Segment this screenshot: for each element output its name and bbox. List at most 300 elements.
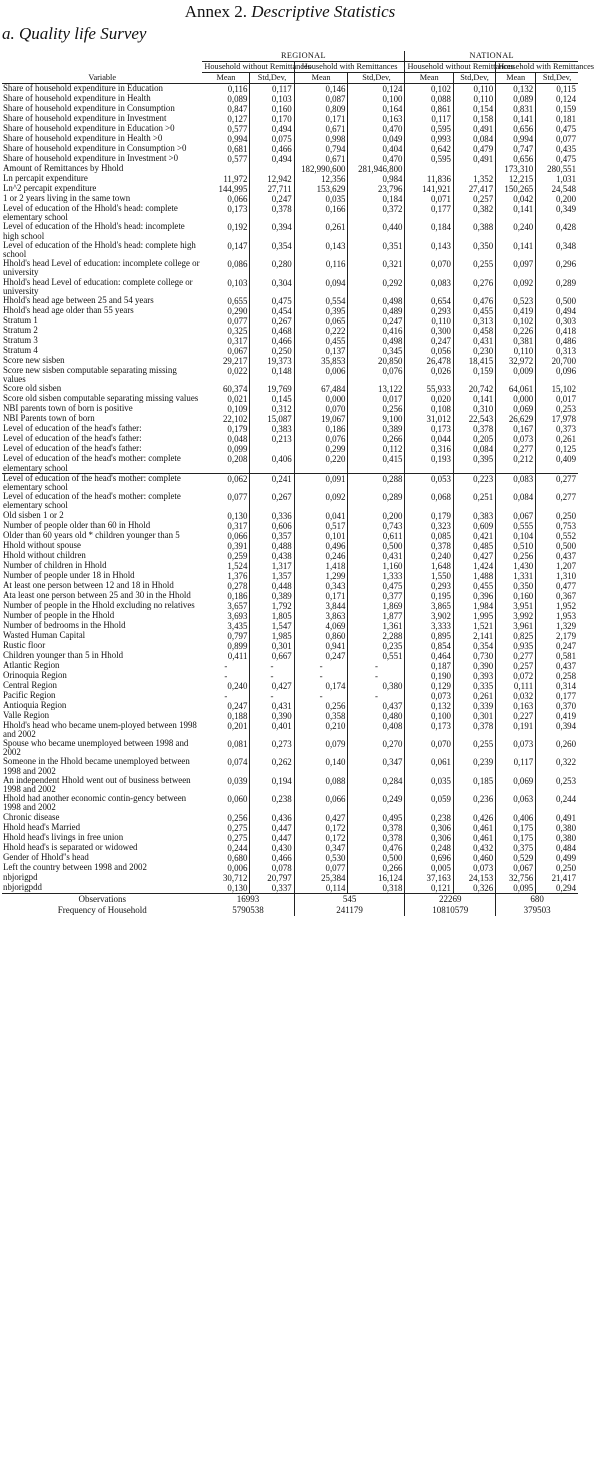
std-header: Std,Dev, (250, 73, 294, 84)
mean-cell: 22,102 (202, 414, 249, 424)
mean-cell: 0,247 (405, 336, 454, 346)
std-cell: 0,479 (453, 144, 495, 154)
std-cell: 0,304 (250, 278, 294, 296)
std-cell: 0,017 (556, 394, 576, 405)
table-row (2, 326, 578, 336)
mean-cell: 0,077 (202, 316, 249, 326)
std-cell: 0,378 (348, 823, 405, 833)
std-cell: 0,125 (556, 444, 576, 455)
variable-label: nbjorigpdd (3, 881, 42, 892)
std-cell: 0,500 (348, 853, 405, 863)
std-cell: 0,378 (250, 204, 294, 222)
mean-cell: 0,747 (496, 144, 536, 154)
variable-label: Level of education of the Hhold's head: complete elementary school (3, 203, 178, 223)
mean-cell: 0,044 (405, 434, 454, 444)
mean-cell: 0,102 (405, 84, 454, 95)
std-cell: 0,447 (250, 833, 294, 843)
mean-cell: 0,132 (496, 84, 536, 95)
std-cell: 0,380 (556, 822, 576, 833)
std-cell (453, 164, 495, 174)
std-cell: 0,289 (348, 492, 405, 510)
mean-cell: 0,530 (294, 853, 348, 863)
header-row-columns (2, 73, 578, 84)
std-cell: 0,466 (250, 336, 294, 346)
mean-cell: 0,381 (496, 336, 536, 346)
std-cell: 0,250 (250, 346, 294, 356)
std-cell: 0,181 (556, 114, 576, 124)
std-header: Std,Dev, (348, 73, 405, 84)
variable-label: Share of household expenditure in Education (3, 83, 163, 93)
mean-cell: 0,056 (405, 346, 454, 356)
std-cell: 0,495 (348, 813, 405, 823)
std-cell: 0,078 (250, 863, 294, 873)
std-cell: 0,284 (348, 776, 405, 794)
mean-cell: 0,464 (405, 651, 454, 661)
mean-cell: 0,116 (294, 259, 348, 277)
footer-value: 680 (496, 893, 578, 905)
mean-cell: 0,299 (294, 444, 348, 454)
mean-cell: 0,062 (202, 473, 249, 492)
mean-cell: 0,070 (405, 259, 454, 277)
table-row (2, 776, 578, 794)
mean-cell: 0,642 (405, 144, 454, 154)
mean-cell: 0,072 (496, 671, 536, 681)
variable-label: Hhold's head Level of education: complete college or university (3, 276, 193, 296)
std-cell (250, 444, 294, 454)
mean-cell: 32,756 (496, 873, 536, 883)
table-row (2, 651, 578, 661)
mean-cell: 0,188 (202, 711, 249, 721)
variable-label: Share of household expenditure in Investment (3, 113, 167, 123)
mean-cell: 64,061 (496, 384, 536, 394)
std-cell: 0,073 (453, 863, 495, 873)
mean-cell: 0,035 (294, 194, 348, 204)
mean-cell: 19,067 (294, 414, 348, 424)
mean-cell: 26,629 (496, 414, 536, 424)
mean-cell: 0,347 (294, 843, 348, 853)
std-cell: 0,253 (556, 404, 576, 415)
std-cell: 0,498 (348, 336, 405, 346)
std-cell: - (250, 671, 294, 681)
mean-cell: 0,358 (294, 711, 348, 721)
std-cell: 0,460 (453, 853, 495, 863)
mean-cell: 0,083 (496, 473, 536, 492)
mean-cell: 0,696 (405, 853, 454, 863)
mean-cell: 0,375 (496, 843, 536, 853)
std-cell: 0,049 (348, 134, 405, 144)
std-cell: 0,753 (556, 520, 576, 531)
std-cell: 1,984 (453, 601, 495, 611)
std-cell: 0,455 (453, 306, 495, 316)
mean-cell: 0,099 (202, 444, 249, 454)
std-cell: 0,200 (556, 194, 576, 204)
mean-cell: 3,992 (496, 611, 536, 621)
std-cell: 0,394 (556, 720, 576, 731)
std-cell: 0,158 (453, 114, 495, 124)
mean-cell: 144,995 (202, 184, 249, 194)
mean-cell: 1,430 (496, 561, 536, 571)
std-cell: - (348, 671, 405, 681)
std-cell: 0,194 (250, 776, 294, 794)
mean-cell: 0,091 (294, 473, 348, 492)
variable-label: Number of children in Hhold (3, 559, 107, 570)
std-cell: 0,382 (453, 204, 495, 222)
mean-cell: 0,081 (202, 739, 249, 757)
std-cell: 0,294 (556, 882, 576, 893)
header-row-groups (2, 62, 578, 73)
std-cell: 0,096 (556, 366, 576, 377)
std-cell: 0,984 (348, 174, 405, 184)
mean-header: Mean (202, 73, 249, 84)
mean-cell: 0,172 (294, 823, 348, 833)
std-cell: 0,380 (556, 832, 576, 843)
mean-cell: 0,110 (496, 346, 536, 356)
std-cell: 0,500 (348, 541, 405, 551)
std-cell: 1,521 (453, 621, 495, 631)
mean-cell: 0,074 (202, 757, 249, 775)
mean-cell: 0,681 (202, 144, 249, 154)
std-cell: 0,447 (250, 823, 294, 833)
mean-cell: 0,187 (405, 661, 454, 671)
mean-cell: 0,797 (202, 631, 249, 641)
std-cell: 0,277 (556, 473, 576, 484)
mean-cell: 0,175 (496, 823, 536, 833)
variable-label: Hhold head's is separated or widowed (3, 841, 138, 852)
mean-cell: 0,510 (496, 541, 536, 551)
mean-cell: 0,026 (405, 366, 454, 384)
mean-cell: 0,073 (496, 434, 536, 444)
mean-cell: 0,831 (496, 104, 536, 114)
std-cell: 0,349 (556, 204, 576, 214)
std-cell: 0,184 (348, 194, 405, 204)
variable-label: NBI parents town of born is positive (3, 403, 133, 414)
std-cell: 0,321 (348, 259, 405, 277)
mean-cell: 0,201 (202, 721, 249, 739)
mean-cell: 0,854 (405, 641, 454, 651)
footer-value: 379503 (523, 904, 551, 915)
mean-cell: 0,529 (496, 853, 536, 863)
mean-cell: 0,079 (294, 739, 348, 757)
mean-cell: 0,066 (294, 794, 348, 812)
variable-label: Gender of Hhold''s head (3, 851, 89, 862)
std-cell: 0,394 (250, 222, 294, 240)
std-cell: 0,372 (348, 204, 405, 222)
mean-cell: 0,141 (496, 204, 536, 222)
std-cell: 0,428 (556, 222, 576, 233)
std-cell: - (348, 691, 405, 701)
std-cell: 0,163 (348, 114, 405, 124)
std-cell: 0,313 (453, 316, 495, 326)
std-cell: 24,153 (453, 873, 495, 883)
group-header: Household without Remittances (204, 62, 311, 71)
group-header: Household with Remittances (294, 62, 405, 73)
mean-cell: 0,009 (496, 366, 536, 384)
mean-cell: 0,227 (496, 711, 536, 721)
mean-cell: 30,712 (202, 873, 249, 883)
std-cell: 0,239 (453, 757, 495, 775)
mean-cell: 0,208 (202, 454, 249, 473)
mean-cell: 0,998 (294, 134, 348, 144)
variable-label: Level of education of the head's father: (3, 423, 142, 434)
mean-cell: 0,092 (496, 278, 536, 296)
std-cell: 0,257 (453, 194, 495, 204)
mean-cell: 0,523 (496, 296, 536, 306)
std-cell: 0,251 (453, 492, 495, 510)
mean-cell: 0,179 (202, 424, 249, 434)
mean-cell: 3,333 (405, 621, 454, 631)
std-cell: 0,609 (453, 521, 495, 531)
variable-label: Spouse who became unemployed between 1998 and 2002 (3, 738, 189, 758)
std-cell: 0,581 (556, 650, 576, 661)
mean-cell: 0,146 (294, 84, 348, 95)
std-cell: 0,437 (348, 701, 405, 711)
mean-cell: 0,174 (294, 681, 348, 691)
mean-cell: 0,191 (496, 721, 536, 739)
variable-label: Share of household expenditure in Consumption >0 (3, 143, 187, 153)
std-cell: 0,466 (250, 144, 294, 154)
mean-cell: 0,247 (202, 701, 249, 711)
std-cell: 1,792 (250, 601, 294, 611)
mean-cell: 0,143 (405, 241, 454, 259)
table-row (2, 366, 578, 384)
std-cell: 0,273 (250, 739, 294, 757)
mean-cell: 55,933 (405, 384, 454, 394)
std-cell: 1,869 (348, 601, 405, 611)
std-cell (250, 164, 294, 174)
mean-cell: 1,550 (405, 571, 454, 581)
mean-cell: 0,406 (496, 813, 536, 823)
mean-cell: 0,172 (294, 833, 348, 843)
descriptive-statistics-table (2, 51, 594, 916)
mean-cell: 0,656 (496, 154, 536, 164)
mean-cell: 0,116 (202, 84, 249, 95)
mean-cell: 11,972 (202, 174, 249, 184)
std-cell: 23,796 (348, 184, 405, 194)
mean-cell: 0,240 (405, 551, 454, 561)
std-cell: 0,084 (453, 134, 495, 144)
mean-cell: 0,186 (294, 424, 348, 434)
variable-label: Someone in the Hhold became unemployed between 1998 and 2002 (3, 756, 190, 776)
table-row (2, 531, 578, 541)
variable-label: Share of household expenditure in Health >0 (3, 133, 163, 143)
std-cell: 0,448 (250, 581, 294, 591)
std-cell: 0,312 (250, 404, 294, 414)
variable-label: Antioquia Region (3, 699, 67, 710)
mean-cell: 1,418 (294, 561, 348, 571)
mean-cell: 0,496 (294, 541, 348, 551)
std-cell: 0,475 (250, 296, 294, 306)
variable-label: Hhold's head Level of education: incomplete college or university (3, 258, 200, 278)
std-cell: 0,110 (453, 94, 495, 104)
std-cell: 0,267 (250, 492, 294, 510)
std-cell: 0,288 (348, 473, 405, 492)
mean-cell: 0,087 (294, 94, 348, 104)
std-cell: 0,247 (348, 316, 405, 326)
mean-cell: 0,121 (405, 883, 454, 894)
mean-cell: 0,109 (202, 404, 249, 414)
std-cell: 0,378 (453, 424, 495, 434)
std-cell: 0,241 (250, 473, 294, 492)
std-cell: 0,213 (250, 434, 294, 444)
std-cell: 0,431 (453, 336, 495, 346)
variable-label: 1 or 2 years living in the same town (3, 193, 131, 203)
std-cell: 19,373 (250, 356, 294, 366)
mean-cell: 0,244 (202, 843, 249, 853)
mean-cell: 0,021 (202, 394, 249, 404)
mean-cell: 0,175 (496, 833, 536, 843)
mean-cell: 0,067 (496, 863, 536, 873)
mean-cell: 0,278 (202, 581, 249, 591)
std-cell: 0,164 (348, 104, 405, 114)
mean-cell: 0,110 (405, 316, 454, 326)
mean-cell: 0,114 (294, 883, 348, 894)
std-cell: 0,436 (250, 813, 294, 823)
std-cell: 0,205 (453, 434, 495, 444)
variable-label: Ln^2 percapit expenditure (3, 183, 97, 193)
std-cell: 0,730 (453, 651, 495, 661)
mean-cell: 1,648 (405, 561, 454, 571)
std-cell: 0,303 (556, 316, 576, 327)
mean-cell: 0,177 (405, 204, 454, 222)
footer-value: 16993 (202, 893, 294, 905)
std-cell: 9,100 (348, 414, 405, 424)
std-cell: 0,238 (250, 794, 294, 812)
std-cell: 0,435 (556, 144, 576, 154)
variable-label: Rustic floor (3, 639, 46, 650)
std-cell: 22,543 (453, 414, 495, 424)
table-row (2, 691, 578, 701)
table-row (2, 631, 578, 641)
variable-label: Stratum 3 (3, 335, 38, 346)
std-cell: 21,417 (551, 872, 576, 883)
mean-cell: 0,032 (496, 691, 536, 701)
mean-cell: 0,173 (405, 424, 454, 434)
std-cell: 1,805 (250, 611, 294, 621)
mean-cell: 141,921 (405, 184, 454, 194)
header-row-region (2, 51, 578, 62)
std-cell: 0,270 (348, 739, 405, 757)
std-cell: 0,244 (556, 794, 576, 805)
mean-cell: 0,190 (405, 671, 454, 681)
std-cell: 0,077 (556, 134, 576, 144)
std-cell: 0,110 (453, 84, 495, 95)
std-cell: 0,247 (250, 194, 294, 204)
mean-cell: 0,065 (294, 316, 348, 326)
std-cell: 0,230 (453, 346, 495, 356)
std-cell: 0,458 (453, 326, 495, 336)
std-cell: 0,432 (453, 843, 495, 853)
mean-cell: 0,277 (496, 444, 536, 454)
std-cell: 0,389 (250, 591, 294, 601)
mean-cell: 0,060 (202, 794, 249, 812)
std-cell: 0,159 (556, 104, 576, 114)
std-cell: 1,361 (348, 621, 405, 631)
std-cell: 0,494 (556, 306, 576, 317)
mean-cell: 0,042 (496, 194, 536, 204)
mean-cell: 0,166 (294, 204, 348, 222)
std-cell: 0,437 (556, 660, 576, 671)
mean-cell: 0,257 (496, 661, 536, 671)
std-cell: 1,357 (250, 571, 294, 581)
mean-cell: 0,186 (202, 591, 249, 601)
std-cell: 0,438 (250, 551, 294, 561)
table-row (2, 863, 578, 873)
mean-cell (202, 164, 249, 174)
std-cell: 0,489 (348, 306, 405, 316)
table-row (2, 164, 578, 174)
std-cell: 0,235 (348, 641, 405, 651)
mean-cell: 0,247 (294, 651, 348, 661)
variable-label: Level of education of the Hhold's head: complete high school (3, 239, 196, 260)
variable-label: Level of education of the head's mother: complete elementary school (2, 454, 202, 473)
mean-cell: 0,899 (202, 641, 249, 651)
mean-cell: 0,000 (496, 394, 536, 404)
variable-label: Score old sisben computable separating missing values (3, 393, 199, 404)
std-cell: 0,373 (556, 424, 576, 435)
std-cell: - (348, 661, 405, 671)
std-cell: 0,427 (453, 551, 495, 561)
mean-cell: - (202, 671, 249, 681)
variable-label: Ln percapit expenditure (3, 173, 88, 183)
std-cell: 0,075 (250, 134, 294, 144)
std-cell: 0,388 (453, 222, 495, 240)
mean-cell: 0,455 (294, 336, 348, 346)
table-row (2, 259, 578, 277)
table-row (2, 204, 578, 222)
mean-cell: 0,160 (496, 591, 536, 601)
mean-cell: 0,275 (202, 833, 249, 843)
std-cell: 0,484 (556, 842, 576, 853)
table-row (2, 306, 578, 316)
variable-label: NBI Parents town of born (3, 413, 95, 424)
std-cell: 1,317 (250, 561, 294, 571)
std-cell: 0,498 (348, 296, 405, 306)
mean-cell: 0,275 (202, 823, 249, 833)
std-cell: 0,431 (348, 551, 405, 561)
std-cell: 0,354 (250, 241, 294, 259)
variable-label: Stratum 1 (3, 315, 38, 326)
table-row (2, 681, 578, 691)
mean-cell: 0,555 (496, 521, 536, 531)
mean-cell: - (202, 661, 249, 671)
variable-label: Hhold without children (3, 549, 86, 560)
std-cell: 0,393 (453, 671, 495, 681)
mean-cell: 0,350 (496, 581, 536, 591)
variable-label: Left the country between 1998 and 2002 (3, 861, 147, 872)
mean-cell: 0,256 (202, 813, 249, 823)
mean-cell: 0,193 (405, 454, 454, 473)
mean-cell: 0,063 (496, 794, 536, 812)
mean-cell: 0,073 (496, 739, 536, 757)
mean-cell: 0,595 (405, 124, 454, 134)
std-cell: 1,310 (556, 570, 576, 581)
title-italic: Descriptive Statistics (251, 2, 396, 21)
mean-cell: 0,067 (496, 511, 536, 521)
mean-cell: 0,084 (496, 492, 536, 510)
mean-cell: 0,595 (405, 154, 454, 164)
table-row (2, 222, 578, 240)
variable-label: Number of people under 18 in Hhold (3, 569, 135, 580)
variable-label: Hhold's head who became unem-ployed between 1998 and 2002 (3, 719, 197, 739)
mean-cell: 153,629 (294, 184, 348, 194)
std-cell: 1,424 (453, 561, 495, 571)
std-cell: 0,313 (556, 346, 576, 357)
std-cell: 0,476 (348, 843, 405, 853)
variable-label: Score new sisben (3, 355, 65, 366)
variable-label: Share of household expenditure in Investment >0 (3, 153, 179, 163)
mean-cell: 0,277 (496, 651, 536, 661)
std-cell: 0,377 (348, 591, 405, 601)
